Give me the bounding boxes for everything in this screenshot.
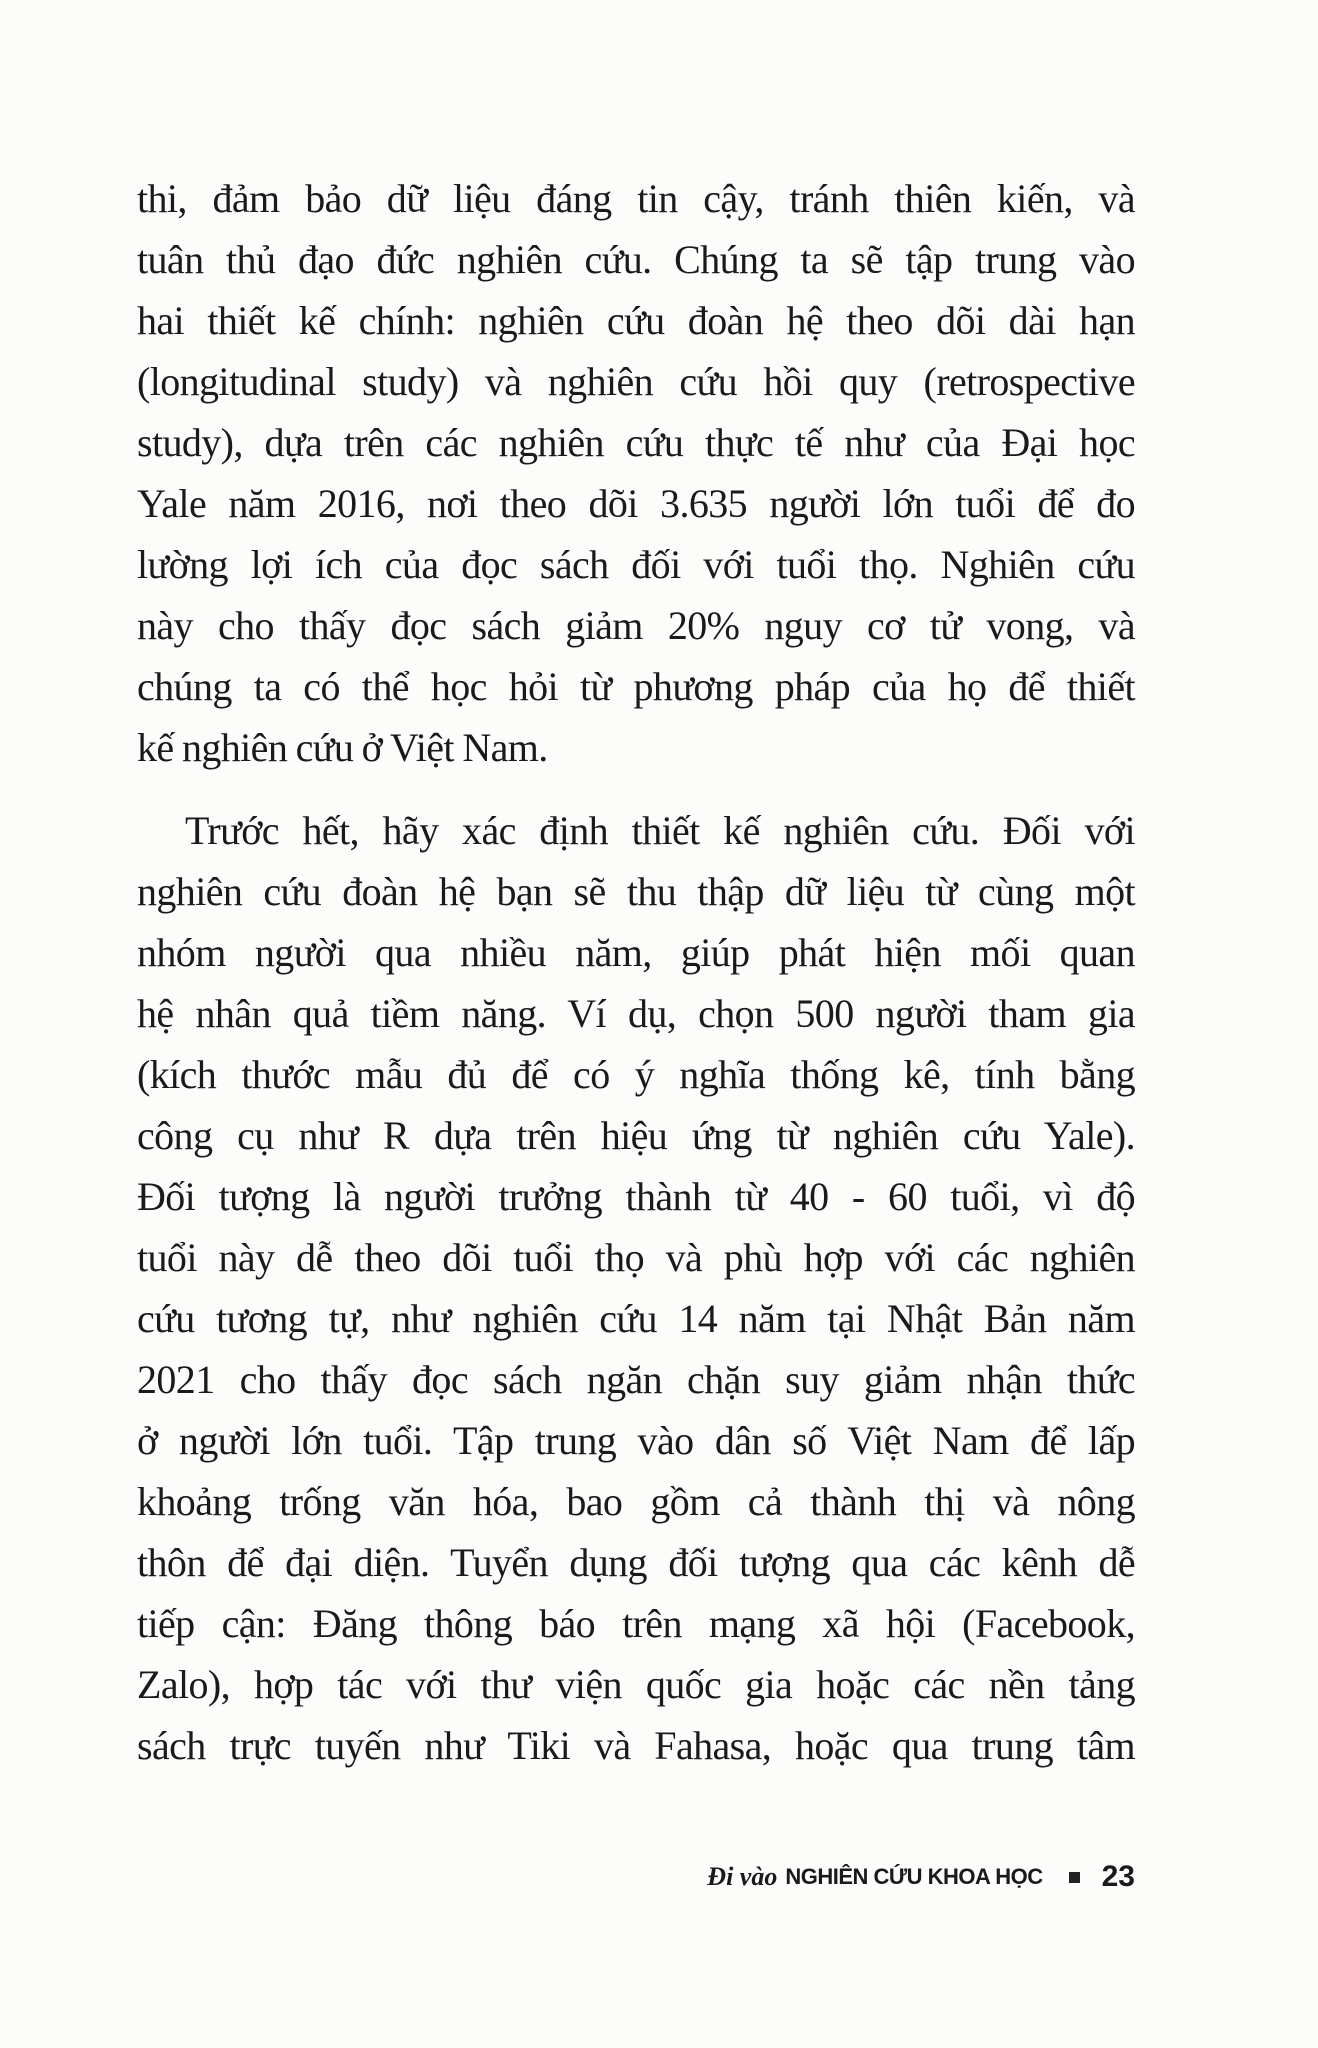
text-line: tiếp cận: Đăng thông báo trên mạng xã hội (Facebook, — [137, 1601, 1135, 1646]
text-line: sách trực tuyến như Tiki và Fahasa, hoặc qua trung tâm — [137, 1723, 1135, 1768]
text-line: nhóm người qua nhiều năm, giúp phát hiện mối quan — [137, 930, 1135, 975]
text-line: (longitudinal study) và nghiên cứu hồi quy (retrospective — [137, 359, 1135, 404]
footer-book-title-script: Đi vào — [707, 1862, 778, 1891]
footer-book-title: NGHIÊN CỨU KHOA HỌC — [785, 1864, 1043, 1889]
text-line: (kích thước mẫu đủ để có ý nghĩa thống kê, tính bằng — [137, 1052, 1135, 1097]
text-line: công cụ như R dựa trên hiệu ứng từ nghiên cứu Yale). — [137, 1113, 1135, 1158]
text-line: tuân thủ đạo đức nghiên cứu. Chúng ta sẽ tập trung vào — [137, 237, 1135, 282]
page-body — [137, 168, 1135, 1776]
text-line: ở người lớn tuổi. Tập trung vào dân số Việt Nam để lấp — [137, 1418, 1135, 1463]
text-line: cứu tương tự, như nghiên cứu 14 năm tại Nhật Bản năm — [137, 1296, 1135, 1341]
paragraph-1 — [137, 168, 1135, 778]
text-line: thi, đảm bảo dữ liệu đáng tin cậy, tránh thiên kiến, và — [137, 176, 1135, 221]
text-line: kế nghiên cứu ở Việt Nam. — [137, 725, 548, 770]
text-line: Yale năm 2016, nơi theo dõi 3.635 người lớn tuổi để đo — [137, 481, 1135, 526]
paragraph-2 — [137, 800, 1135, 1776]
text-line: chúng ta có thể học hỏi từ phương pháp của họ để thiết — [137, 664, 1135, 709]
text-line: Zalo), hợp tác với thư viện quốc gia hoặc các nền tảng — [137, 1662, 1135, 1707]
text-line: lường lợi ích của đọc sách đối với tuổi thọ. Nghiên cứu — [137, 542, 1135, 587]
text-line: thôn để đại diện. Tuyển dụng đối tượng qua các kênh dễ — [137, 1540, 1135, 1585]
text-line: Trước hết, hãy xác định thiết kế nghiên cứu. Đối với — [185, 808, 1135, 853]
text-line: này cho thấy đọc sách giảm 20% nguy cơ tử vong, và — [137, 603, 1135, 648]
text-line: khoảng trống văn hóa, bao gồm cả thành thị và nông — [137, 1479, 1135, 1524]
text-line: hai thiết kế chính: nghiên cứu đoàn hệ theo dõi dài hạn — [137, 298, 1135, 343]
text-line: tuổi này dễ theo dõi tuổi thọ và phù hợp với các nghiên — [137, 1235, 1135, 1280]
text-line: hệ nhân quả tiềm năng. Ví dụ, chọn 500 người tham gia — [137, 991, 1135, 1036]
text-line: study), dựa trên các nghiên cứu thực tế như của Đại học — [137, 420, 1135, 465]
square-bullet-icon — [1069, 1872, 1080, 1883]
running-footer — [707, 1860, 1135, 1894]
page-number: 23 — [1101, 1860, 1135, 1893]
text-line: Đối tượng là người trưởng thành từ 40 - 60 tuổi, vì độ — [137, 1174, 1135, 1219]
text-line: 2021 cho thấy đọc sách ngăn chặn suy giảm nhận thức — [137, 1357, 1135, 1402]
text-line: nghiên cứu đoàn hệ bạn sẽ thu thập dữ liệu từ cùng một — [137, 869, 1135, 914]
